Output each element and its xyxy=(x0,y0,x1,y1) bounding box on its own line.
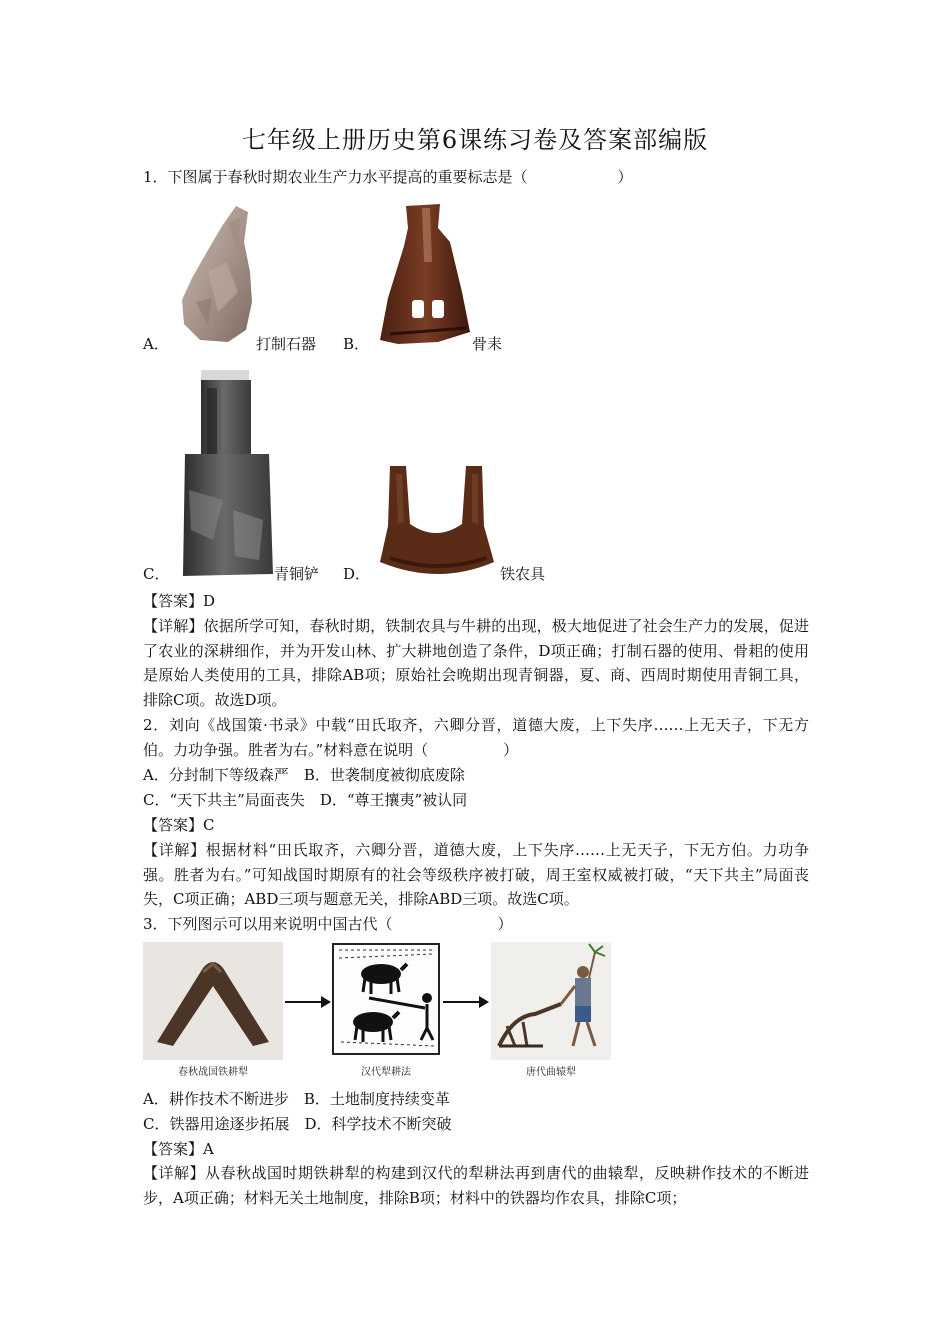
bone-spade-image xyxy=(378,202,474,347)
bronze-shovel-image xyxy=(183,370,275,578)
q1-option-c-label: 青铜铲 xyxy=(274,565,320,583)
chipped-stone-tool-image xyxy=(178,202,258,347)
q1-option-b-letter: B． xyxy=(343,335,370,353)
q2-analysis: 【详解】根据材料“田氏取齐，六卿分晋，道德大废，上下失序……上无天子，下无方伯。力功争强。胜者为右。”可知战国时期原有的社会等级秩序被打破，周王室权威被打破，“天下共主”局面丧失，C项正确；ABD三项与题意无关，排除ABD三项。故选C项。 xyxy=(143,841,809,908)
q1-option-b-label: 骨耒 xyxy=(472,335,503,353)
q2-stem: 2．刘向《战国策·书录》中载“田氏取齐，六卿分晋，道德大废，上下失序……上无天子，下无方伯。力功争强。胜者为右。”材料意在说明（ ） xyxy=(143,716,809,759)
q1-answer: 【答案】D xyxy=(143,592,216,610)
q1-option-d-label: 铁农具 xyxy=(500,565,546,583)
q2-options-line1: A．分封制下等级森严 B．世袭制度被彻底废除 xyxy=(143,766,465,784)
q3-options-line1: A．耕作技术不断进步 B．土地制度持续变革 xyxy=(143,1090,450,1108)
page-title: 七年级上册历史第6课练习卷及答案部编版 xyxy=(241,126,709,154)
q3-options-line2: C．铁器用途逐步拓展 D．科学技术不断突破 xyxy=(143,1115,452,1133)
q1-option-a-label: 打制石器 xyxy=(256,335,317,353)
q2-options-line2: C．“天下共主”局面丧失 D．“尊王攘夷”被认同 xyxy=(143,791,468,809)
q3-answer: 【答案】A xyxy=(143,1140,214,1158)
caption-han-plough-method: 汉代犁耕法 xyxy=(361,1067,411,1078)
caption-tang-curved-plough: 唐代曲辕犁 xyxy=(526,1067,576,1078)
q1-analysis: 【详解】依据所学可知，春秋时期，铁制农具与牛耕的出现，极大地促进了社会生产力的发展，促进了农业的深耕细作，并为开发山林、扩大耕地创造了条件，D项正确；打制石器的使用、骨耜的使用是原始人类使用的工具，排除AB项；原始社会晚期出现青铜器，夏、商、西周时期使用青铜工具，排除C项。故选D项。 xyxy=(143,617,809,709)
q3-stem: 3．下列图示可以用来说明中国古代（ ） xyxy=(143,915,513,933)
caption-spring-autumn-plough: 春秋战国铁耕犁 xyxy=(178,1067,248,1078)
q2-answer: 【答案】C xyxy=(143,816,215,834)
q1-option-c-letter: C． xyxy=(143,565,170,583)
q3-analysis: 【详解】从春秋战国时期铁耕犁的构建到汉代的犁耕法再到唐代的曲辕犁，反映耕作技术的不断进步，A项正确；材料无关土地制度，排除B项；材料中的铁器均作农具，排除C项； xyxy=(143,1164,809,1207)
q1-stem: 1．下图属于春秋时期农业生产力水平提高的重要标志是（ ） xyxy=(143,168,633,186)
q1-option-a-letter: A． xyxy=(143,335,169,353)
plough-evolution-figure xyxy=(143,942,613,1082)
q1-option-d-letter: D． xyxy=(343,565,371,583)
iron-tool-image xyxy=(376,464,498,578)
